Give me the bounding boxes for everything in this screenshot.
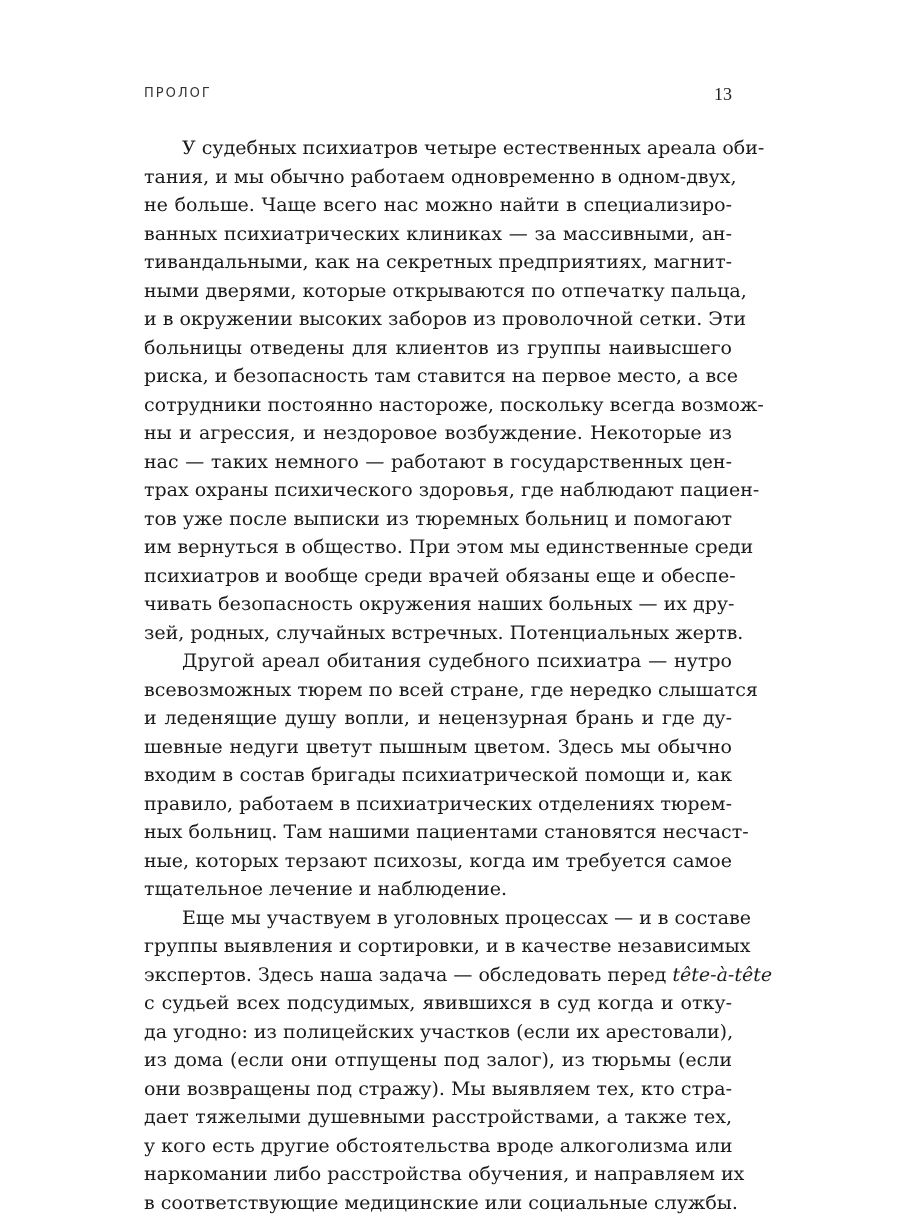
text-line: нас — таких немного — работают в государственных цен-: [144, 448, 732, 477]
text-line: Другой ареал обитания судебного психиатра — нутро: [144, 647, 732, 676]
text-line: всевозможных тюрем по всей стране, где нередко слышатся: [144, 676, 732, 705]
text-line: правило, работаем в психиатрических отделениях тюрем-: [144, 790, 732, 819]
text-line: ных больниц. Там нашими пациентами становятся несчаст-: [144, 818, 732, 847]
text-line: У судебных психиатров четыре естественных ареала оби-: [144, 134, 732, 163]
text-line: ны и агрессия, и нездоровое возбуждение. Некоторые из: [144, 419, 732, 448]
text-line: и леденящие душу вопли, и нецензурная брань и где ду-: [144, 704, 732, 733]
italic-phrase: tête-à-tête: [672, 964, 772, 986]
text-line: в соответствующие медицинские или социальные службы.: [144, 1189, 732, 1217]
text-line: психиатров и вообще среди врачей обязаны еще и обеспе-: [144, 562, 732, 591]
text-line: у кого есть другие обстоятельства вроде алкоголизма или: [144, 1132, 732, 1161]
text-line: ванных психиатрических клиниках — за массивными, ан-: [144, 220, 732, 249]
text-line: тания, и мы обычно работаем одновременно в одном-двух,: [144, 163, 732, 192]
text-line: да угодно: из полицейских участков (если их арестовали),: [144, 1018, 732, 1047]
text-line: и в окружении высоких заборов из проволочной сетки. Эти: [144, 305, 732, 334]
text-line: из дома (если они отпущены под залог), из тюрьмы (если: [144, 1046, 732, 1075]
text-line: шевные недуги цветут пышным цветом. Здесь мы обычно: [144, 733, 732, 762]
text-line: не больше. Чаще всего нас можно найти в специализиро-: [144, 191, 732, 220]
text-line: риска, и безопасность там ставится на первое место, а все: [144, 362, 732, 391]
text-line: ными дверями, которые открываются по отпечатку пальца,: [144, 277, 732, 306]
body-text: [144, 134, 732, 1217]
text-line: сотрудники постоянно настороже, поскольку всегда возмож-: [144, 391, 732, 420]
text-line: тов уже после выписки из тюремных больниц и помогают: [144, 505, 732, 534]
text-line: им вернуться в общество. При этом мы единственные среди: [144, 533, 732, 562]
text-line: они возвращены под стражу). Мы выявляем тех, кто стра-: [144, 1075, 732, 1104]
text-line: зей, родных, случайных встречных. Потенциальных жертв.: [144, 619, 732, 648]
text-line: наркомании либо расстройства обучения, и направляем их: [144, 1160, 732, 1189]
text-line: дает тяжелыми душевными расстройствами, а также тех,: [144, 1103, 732, 1132]
text-line-with-italic: [144, 961, 732, 990]
text-line: группы выявления и сортировки, и в качестве независимых: [144, 932, 732, 961]
text-line: тивандальными, как на секретных предприятиях, магнит-: [144, 248, 732, 277]
text-line: трах охраны психического здоровья, где наблюдают пациен-: [144, 476, 732, 505]
page-number: 13: [714, 84, 732, 105]
running-head: ПРОЛОГ: [144, 86, 212, 101]
text-line: с судьей всех подсудимых, явившихся в суд когда и отку-: [144, 989, 732, 1018]
text-line: входим в состав бригады психиатрической помощи и, как: [144, 761, 732, 790]
text-line: тщательное лечение и наблюдение.: [144, 875, 732, 904]
text-line: чивать безопасность окружения наших больных — их дру-: [144, 590, 732, 619]
text-line: Еще мы участвуем в уголовных процессах — и в составе: [144, 904, 732, 933]
text-line: больницы отведены для клиентов из группы наивысшего: [144, 334, 732, 363]
text-line: ные, которых терзают психозы, когда им требуется самое: [144, 847, 732, 876]
text-segment: экспертов. Здесь наша задача — обследовать перед: [144, 964, 672, 986]
